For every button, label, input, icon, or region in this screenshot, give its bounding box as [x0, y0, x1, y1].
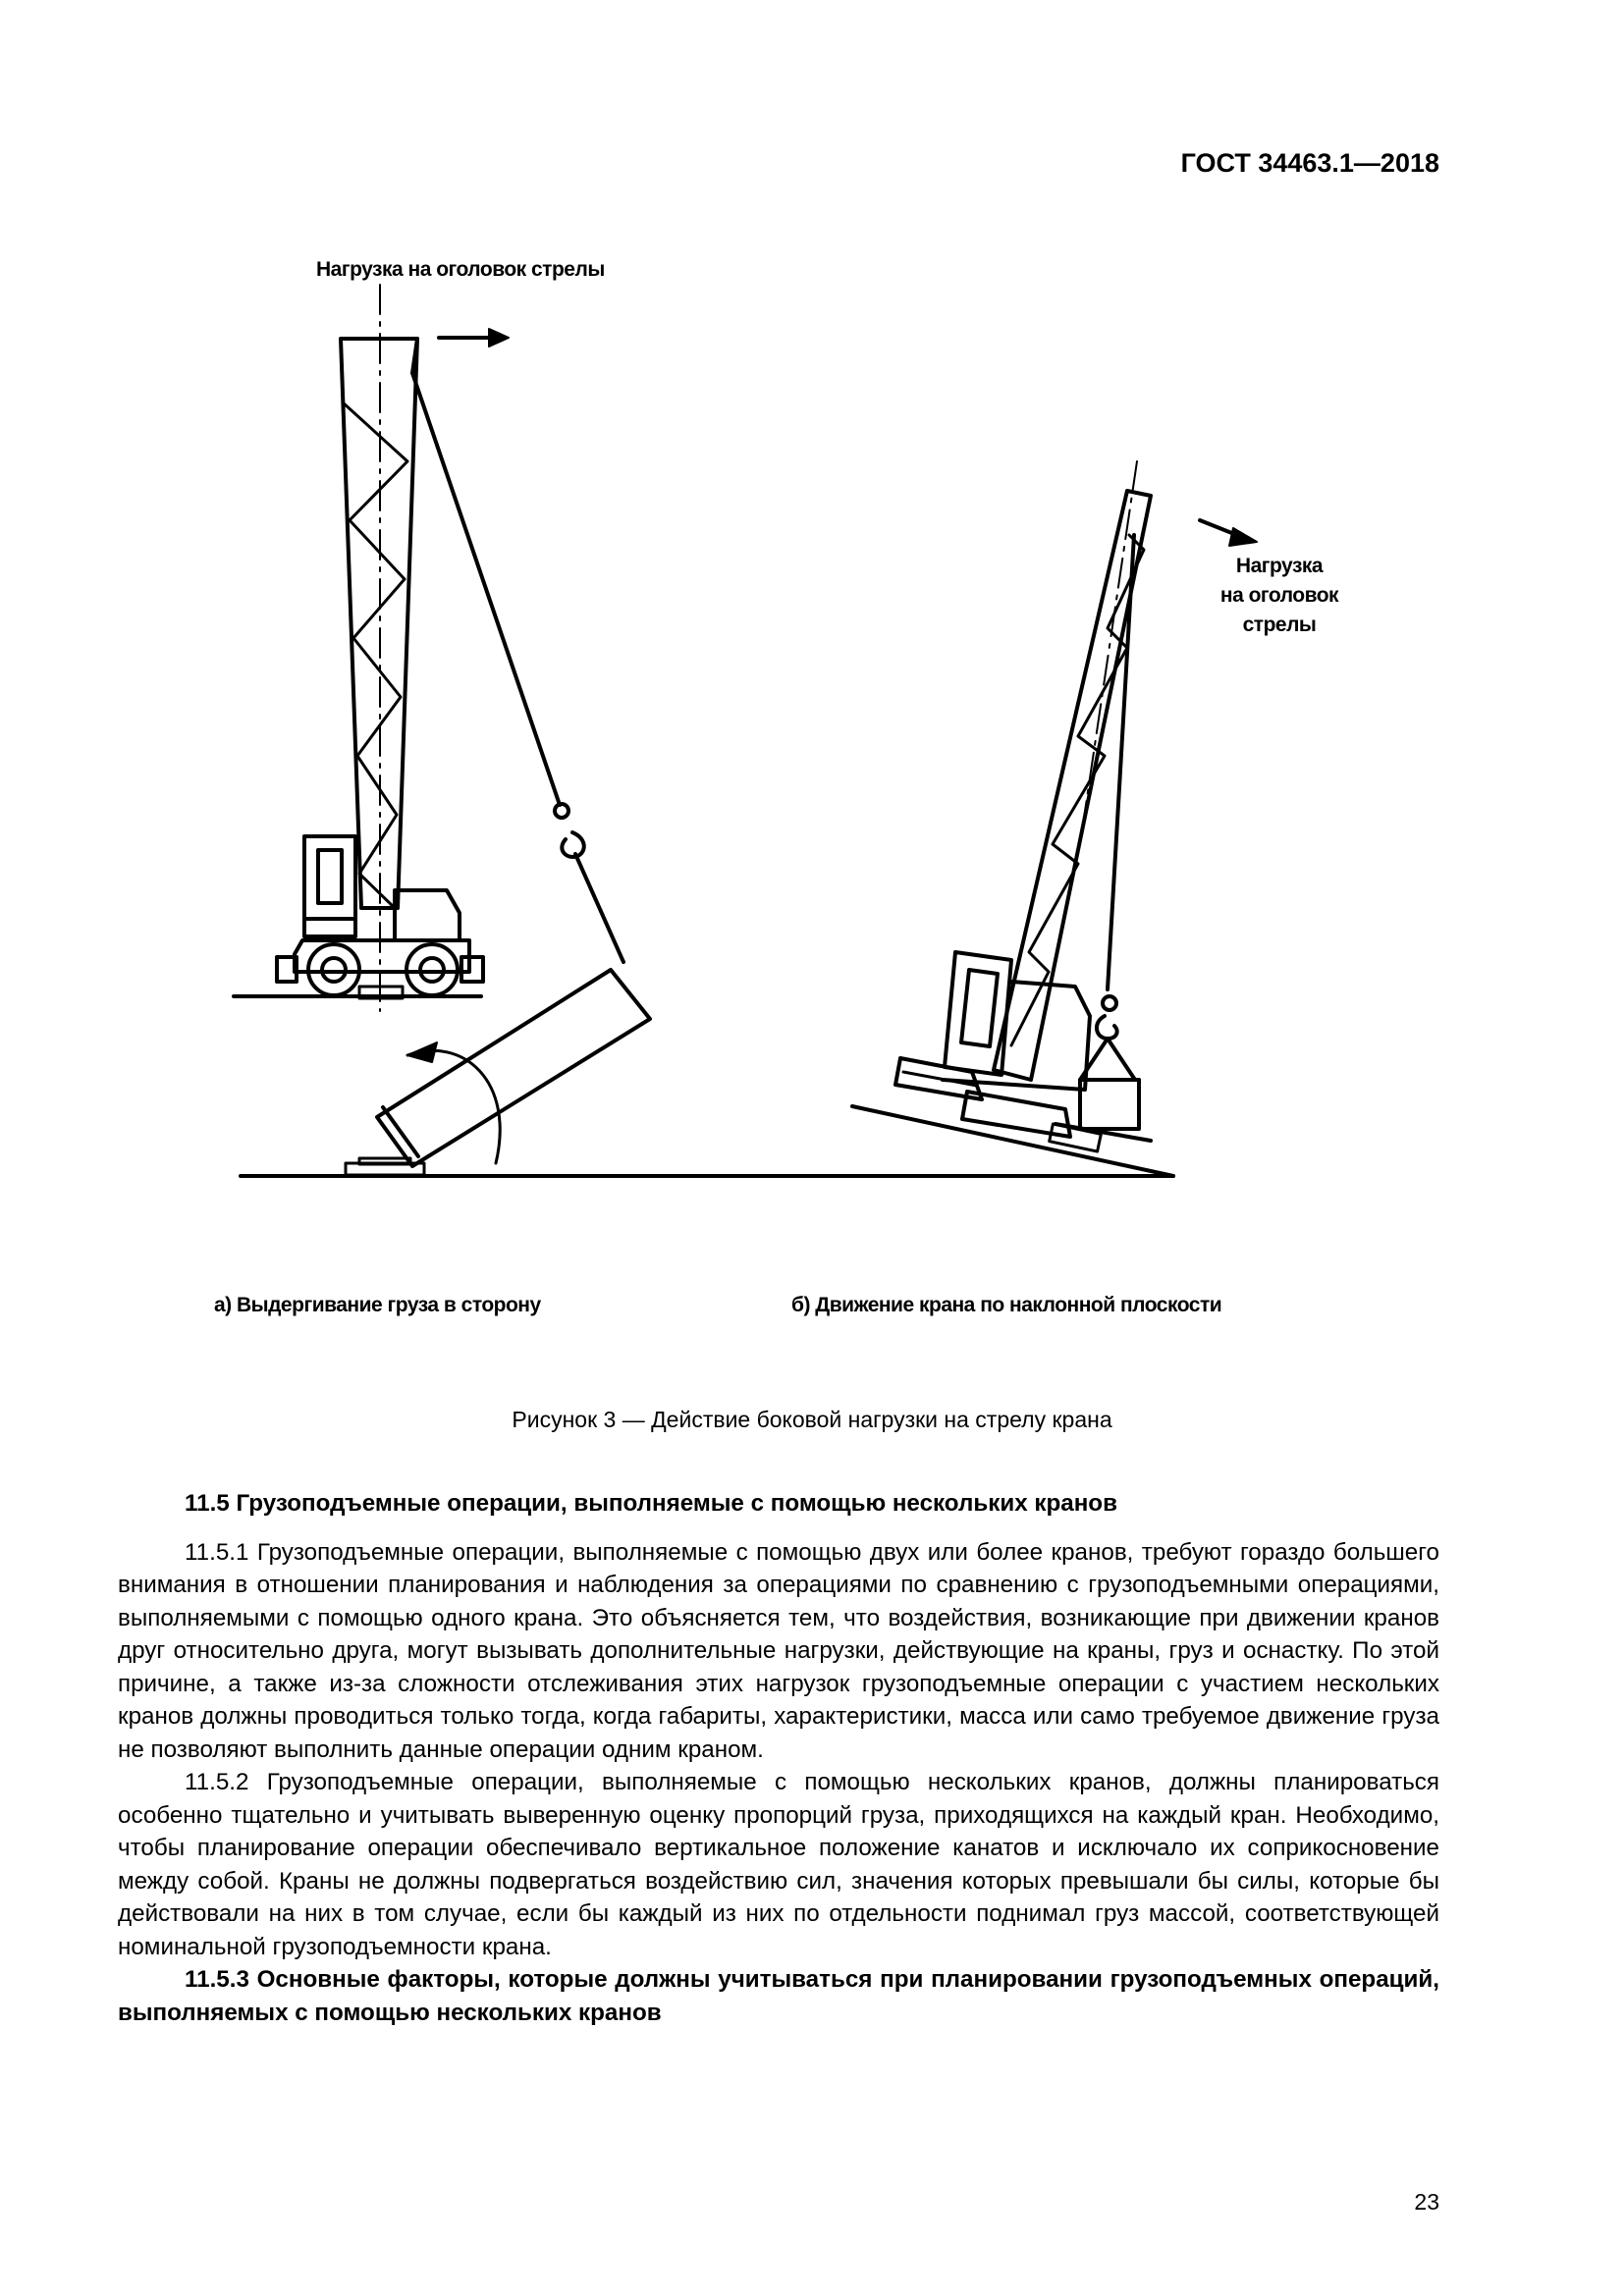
subcaption-a: а) Выдергивание груза в сторону: [214, 1294, 541, 1316]
load-label-b: [1206, 552, 1353, 640]
arrow-a-icon: [489, 329, 509, 347]
paragraph-11-5-3: 11.5.3 Основные факторы, которые должны учитываться при планировании грузоподъемных операций, выполняемых с помощью нескольких кранов: [118, 1966, 1439, 2026]
section-11-5: [118, 1487, 1439, 2029]
load-label-a: Нагрузка на оголовок стрелы: [316, 258, 605, 281]
subcaption-b: б) Движение крана по наклонной плоскости: [791, 1294, 1222, 1316]
arrow-b-icon: [1229, 528, 1257, 546]
crane-b: [852, 461, 1173, 1176]
paragraph-11-5-1: 11.5.1 Грузоподъемные операции, выполняемые с помощью двух или более кранов, требуют гораздо большего внимания в отношении планирования и наблюдения за операциями по сравнению с грузоподъемными операциями, выполняемыми с помощью одного крана. Это объясняется тем, что воздействия, возникающие при движении кранов друг относительно друга, могут вызывать дополнительные нагрузки, действующие на краны, груз и оснастку. По этой причине, а также из-за сложности отслеживания этих нагрузок грузоподъемные операции с участием нескольких кранов должны проводиться только тогда, когда габариты, характеристики, масса или само требуемое движение груза не позволяют выполнить данные операции одним краном.: [118, 1538, 1439, 1763]
load-label-b-line-3: стрелы: [1242, 614, 1317, 636]
boom-b-lacing: [1011, 535, 1144, 1045]
hook-b: [1103, 996, 1116, 1010]
boom-b: [994, 491, 1151, 1080]
hanging-load-b: [1080, 1080, 1139, 1129]
hook-a: [555, 804, 568, 818]
load-label-b-line-2: на оголовок: [1219, 584, 1339, 607]
section-heading: 11.5 Грузоподъемные операции, выполняемые с помощью нескольких кранов: [185, 1490, 1117, 1517]
load-label-b-line-1: Нагрузка: [1235, 555, 1324, 577]
crane-a: [234, 285, 623, 1011]
paragraph-11-5-2: 11.5.2 Грузоподъемные операции, выполняемые с помощью нескольких кранов, должны планироваться особенно тщательно и учитывать выверенную оценку пропорций груза, приходящихся на каждый кран. Необходимо, чтобы планирование операции обеспечивало вертикальное положение канатов и исключало их соприкосновение между собой. Краны не должны подвергаться воздействию сил, значения которых превышали бы силы, которые бы действовали на них в том случае, если бы каждый из них по отдельности поднимал груз массой, соответствующей номинальной грузоподъемности крана.: [118, 1769, 1439, 1960]
page-number: 23: [1414, 2189, 1439, 2215]
document-code: ГОСТ 34463.1—2018: [1180, 148, 1439, 178]
figure-title: Рисунок 3 — Действие боковой нагрузки на стрелу крана: [512, 1407, 1112, 1432]
